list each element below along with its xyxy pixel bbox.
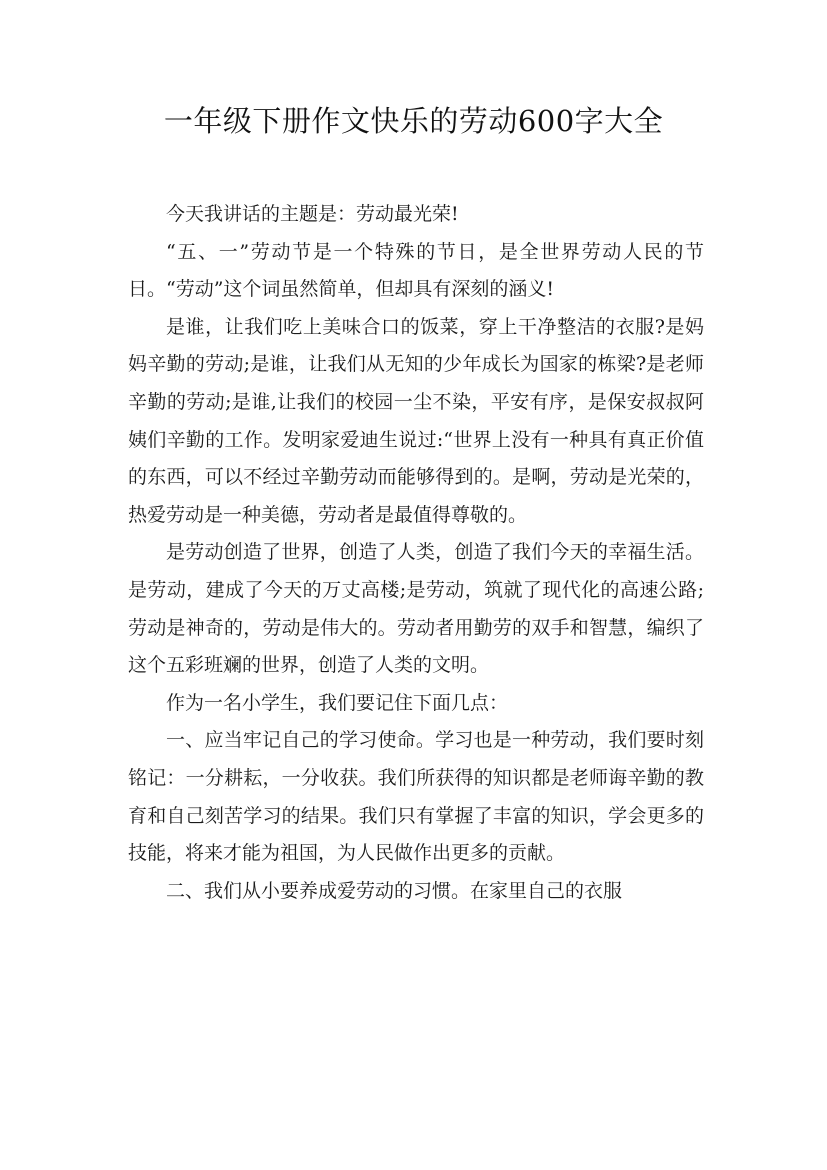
paragraph-point-two: 二、我们从小要养成爱劳动的习惯。在家里自己的衣服 <box>166 879 623 902</box>
paragraph-point-one: 一、应当牢记自己的学习使命。学习也是一种劳动，我们要时刻铭记：一分耕耘，一分收获。我们所获得的知识都是老师诲辛勤的教育和自己刻苦学习的结果。我们只有掌握了丰富的知识，学会更多的技能，将来才能为祖国，为人民做作出更多的贡献。 <box>128 729 704 865</box>
paragraph-labor-day: “五、一”劳动节是一个特殊的节日，是全世界劳动人民的节日。“劳动”这个词虽然简单，但却具有深刻的涵义! <box>128 240 704 301</box>
paragraph-labor-creates: 是劳动创造了世界，创造了人类，创造了我们今天的幸福生活。是劳动，建成了今天的万丈高楼;是劳动，筑就了现代化的高速公路;劳动是神奇的，劳动是伟大的。劳动者用勤劳的双手和智慧，编织了这个五彩班斓的世界，创造了人类的文明。 <box>128 541 704 677</box>
paragraph-theme: 今天我讲话的主题是：劳动最光荣! <box>166 203 459 225</box>
paragraph-as-student: 作为一名小学生，我们要记住下面几点： <box>166 691 509 714</box>
paragraph-who: 是谁，让我们吃上美味合口的饭菜，穿上干净整洁的衣服?是妈妈辛勤的劳动;是谁，让我们从无知的少年成长为国家的栋梁?是老师辛勤的劳动;是谁,让我们的校园一尘不染，平安有序，是保安叔叔阿姨们辛勤的工作。发明家爱迪生说过:“世界上没有一种具有真正价值的东西，可以不经过辛勤劳动而能够得到的。是啊，劳动是光荣的，热爱劳动是一种美德，劳动者是最值得尊敬的。 <box>128 315 704 526</box>
document-body <box>128 196 704 910</box>
document-title: 一年级下册作文快乐的劳动600字大全 <box>163 104 664 138</box>
